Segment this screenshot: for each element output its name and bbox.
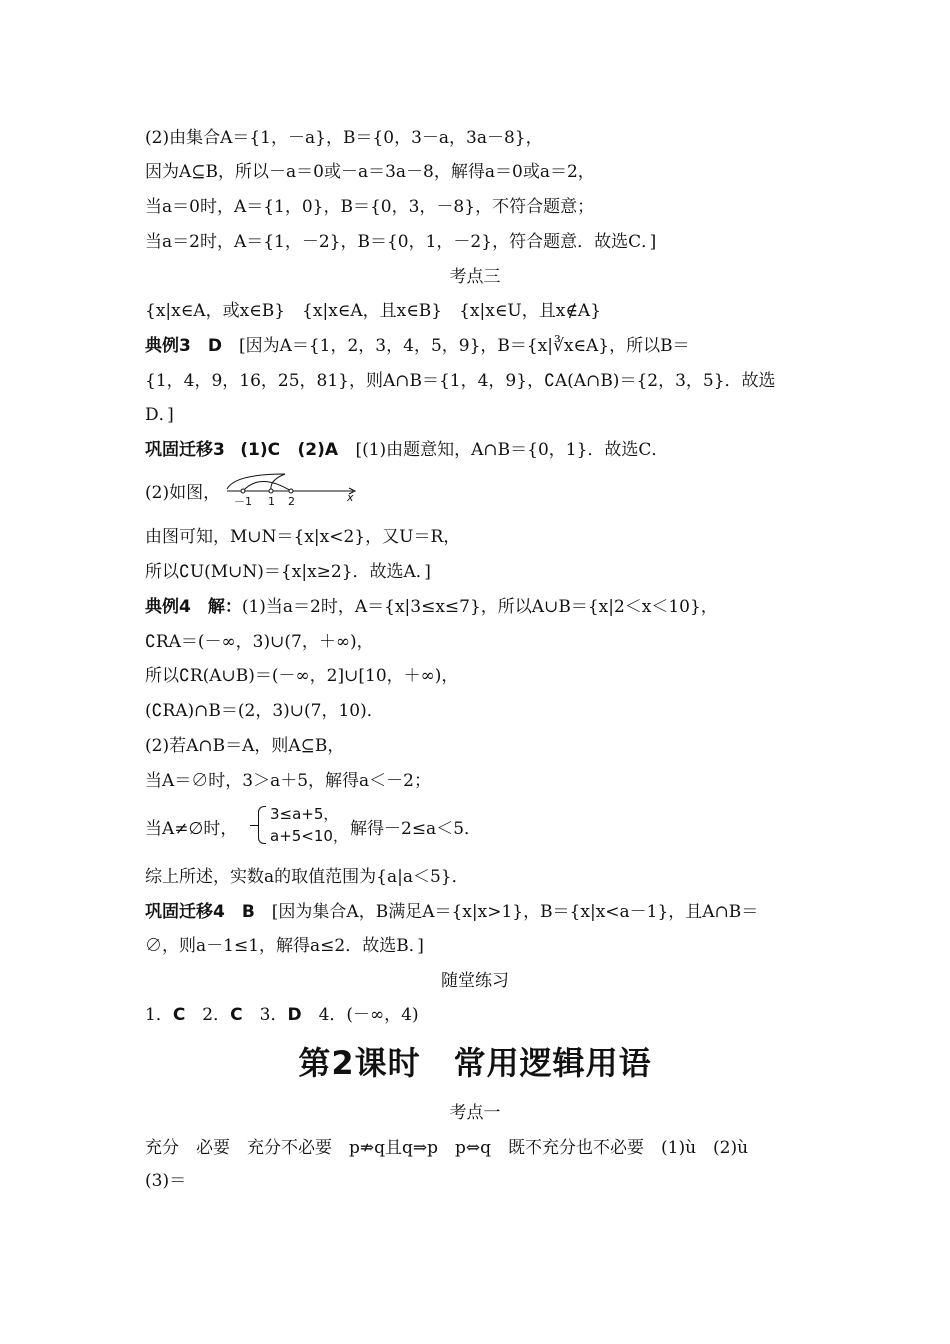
tick-label: －1	[234, 495, 252, 508]
arc-n	[243, 482, 291, 492]
example-text: (1)当a＝2时，A＝{x|3≤x≤7}，所以A∪B＝{x|2＜x＜10}，	[241, 597, 718, 617]
text-line: 由图可知，M∪N＝{x|x<2}，又U＝R，	[145, 527, 461, 547]
exercise-line	[145, 439, 668, 461]
answer: C	[172, 1005, 186, 1025]
answer: (2)A	[297, 440, 339, 460]
text-line: (2)由集合A＝{1，－a}，B＝{0，3－a，3a－8}，	[145, 128, 543, 148]
text-line: 当A≠∅时，	[145, 819, 238, 839]
point-neg1	[241, 489, 245, 493]
section-heading: 考点三	[449, 267, 501, 287]
text-line: 因为A⊆B，所以－a＝0或－a＝3a－8，解得a＝0或a＝2，	[145, 162, 595, 182]
example-label: 典例3 D	[145, 336, 222, 356]
text-line: 当a＝2时，A＝{1，－2}，B＝{0，1，－2}，符合题意．故选C．]	[145, 232, 657, 252]
axis-label: x	[347, 491, 354, 504]
text-line: 当a＝0时，A＝{1，0}，B＝{0，3，－8}，不符合题意；	[145, 197, 595, 217]
inequality-system	[258, 803, 348, 847]
point-1	[269, 489, 273, 493]
section-heading: 随堂练习	[441, 971, 509, 991]
text-line: ∅，则a－1≤1，解得a≤2．故选B．]	[145, 936, 424, 956]
inequality: 3≤a+5，	[270, 805, 339, 823]
section-heading: 考点一	[449, 1103, 501, 1123]
text-line: D．]	[145, 405, 174, 425]
brace-tip	[250, 825, 258, 826]
text-line: 解得－2≤a＜5．	[350, 819, 482, 839]
text-line: 所以∁R(A∪B)＝(－∞，2]∪[10，＋∞)，	[145, 666, 459, 686]
text-line: (2)如图，	[145, 483, 221, 503]
answer-number: 2．	[185, 1005, 231, 1025]
point-2	[289, 489, 293, 493]
example-label: 典例4 解：	[145, 597, 242, 617]
exercise-line	[145, 901, 758, 923]
tick-label: 1	[268, 495, 275, 508]
lesson-title: 第2课时 常用逻辑用语	[298, 1044, 652, 1082]
text-line: 综上所述，实数a的取值范围为{a|a＜5}．	[145, 867, 469, 887]
arc-m	[227, 474, 285, 489]
exercise-label: 巩固迁移4 B	[145, 902, 255, 922]
text-line: ∁RA＝(－∞，3)∪(7，＋∞)，	[145, 632, 374, 652]
text-line: 当A＝∅时，3＞a＋5，解得a＜－2；	[145, 771, 431, 791]
answer-number: 3．	[242, 1005, 288, 1025]
text-line: (∁RA)∩B＝(2，3)∪(7，10)．	[145, 701, 384, 721]
text-line: 充分 必要 充分不必要 p⇏q且q⇒p p⇔q 既不充分也不必要 (1)ù (2)ù	[145, 1138, 749, 1158]
answer: 4．(－∞，4)	[301, 1005, 419, 1025]
tick-label: 2	[288, 495, 295, 508]
exercise-text: [(1)由题意知，A∩B＝{0，1}．故选C．	[355, 440, 669, 460]
exercise-text: [因为集合A，B满足A＝{x|x>1}，B＝{x|x<a－1}，且A∩B＝	[254, 902, 759, 922]
text-line: 所以∁U(M∪N)＝{x|x≥2}．故选A．]	[145, 562, 431, 582]
exercise-label: 巩固迁移3	[145, 440, 225, 460]
text-line: (3)＝	[145, 1171, 187, 1191]
answer: D	[287, 1005, 302, 1025]
inequality: a+5<10，	[270, 827, 348, 845]
answer: (1)C	[240, 440, 281, 460]
answer-number: 1．	[145, 1005, 173, 1025]
example-line	[145, 596, 718, 618]
answer: C	[230, 1005, 243, 1025]
answers-line	[145, 1004, 419, 1026]
text-line: {1，4，9，16，25，81}，则A∩B＝{1，4，9}，∁A(A∩B)＝{2，3，5}．故选	[145, 371, 776, 391]
number-line-diagram	[225, 470, 365, 510]
text-line: {x|x∈A，或x∈B} {x|x∈A，且x∈B} {x|x∈U，且x∉A}	[145, 301, 602, 321]
example-text: [因为A＝{1，2，3，4，5，9}，B＝{x|∛x∈A}，所以B＝	[221, 336, 690, 356]
text-line: (2)若A∩B＝A，则A⊆B，	[145, 736, 345, 756]
example-line	[145, 335, 690, 357]
